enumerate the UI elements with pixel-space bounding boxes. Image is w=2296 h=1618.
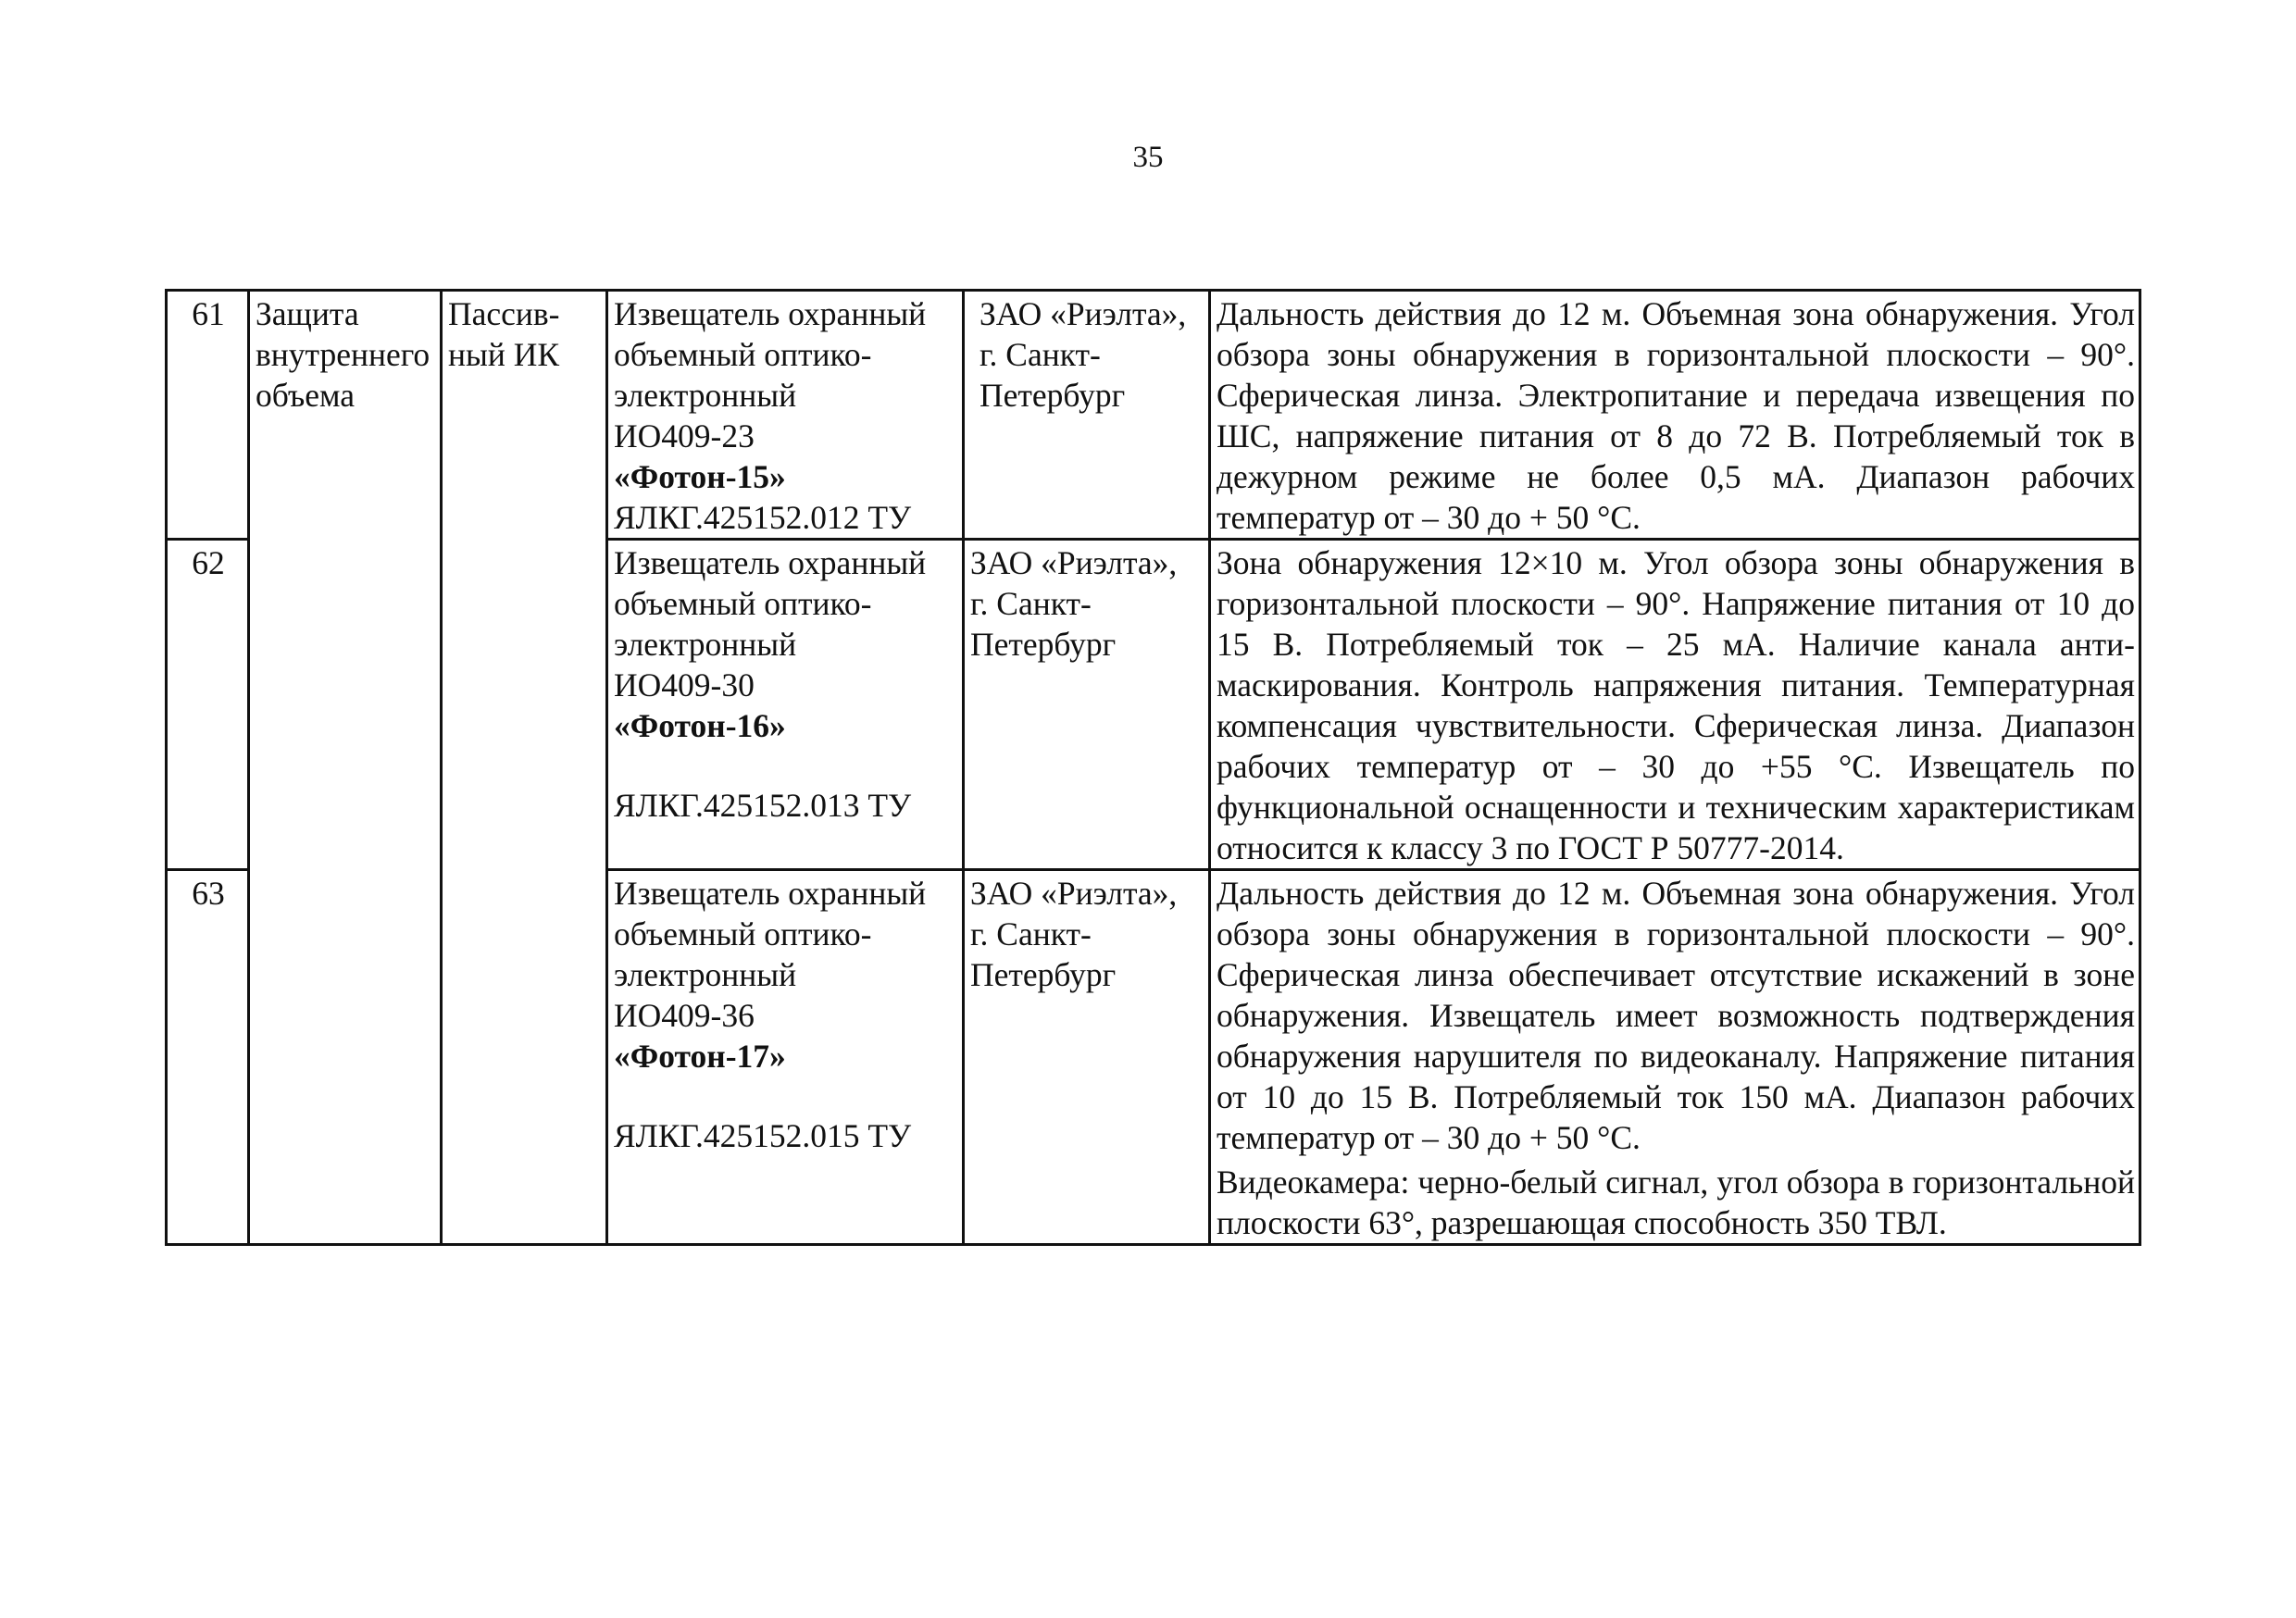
purpose-line: объема <box>256 377 356 414</box>
principle-line: Пассив- <box>448 295 560 332</box>
row-number: 61 <box>167 291 249 540</box>
device-name-line: электронный <box>614 377 797 414</box>
device-name-cell <box>607 540 964 870</box>
row-number: 62 <box>167 540 249 870</box>
device-name-line: ИО409-30 <box>614 666 755 703</box>
purpose-line: Защита <box>256 295 359 332</box>
device-name-line: ИО409-23 <box>614 417 755 454</box>
manufacturer-line: ЗАО «Риэлта», <box>980 295 1187 332</box>
manufacturer-cell <box>964 291 1210 540</box>
device-name-line: Извещатель охранный <box>614 295 927 332</box>
device-model: «Фотон-16» <box>614 707 786 744</box>
manufacturer-line: ЗАО «Риэлта», <box>970 875 1178 912</box>
manufacturer-line: г. Санкт- <box>980 336 1101 373</box>
camera-note: Видеокамера: черно-белый сигнал, угол обзора в горизонтальной плоскости 63°, разрешающая способность 350 ТВЛ. <box>1217 1164 2135 1241</box>
device-name-line: ИО409-36 <box>614 997 755 1034</box>
manufacturer-line: Петербург <box>970 956 1117 993</box>
description-cell <box>1210 870 2140 1245</box>
device-tu: ЯЛКГ.425152.015 ТУ <box>614 1117 912 1154</box>
description-text: Дальность действия до 12 м. Объемная зона обнаружения. Угол обзора зоны обнаружения в горизонтальной плоскости – 90°. Сферическая линза обеспечивает отсутствие искажений в зоне обнаружения. Извещатель имеет возможность подтверждения обнаружения нарушителя по видеоканалу. Напряжение питания от 10 до 15 В. Потребляемый ток 150 мА. Диапазон рабочих температур от – 30 до + 50 °С. <box>1217 875 2135 1156</box>
manufacturer-line: Петербург <box>970 626 1117 663</box>
device-name-cell <box>607 870 964 1245</box>
device-name-line: объемный оптико- <box>614 585 872 622</box>
manufacturer-line: г. Санкт- <box>970 915 1092 952</box>
device-name-line: объемный оптико- <box>614 915 872 952</box>
manufacturer-line: Петербург <box>980 377 1126 414</box>
device-name-line: объемный оптико- <box>614 336 872 373</box>
table-row <box>167 291 2140 540</box>
equipment-table <box>165 289 2141 1246</box>
manufacturer-cell <box>964 870 1210 1245</box>
device-model: «Фотон-17» <box>614 1038 786 1075</box>
row-number: 63 <box>167 870 249 1245</box>
manufacturer-line: ЗАО «Риэлта», <box>970 544 1178 581</box>
manufacturer-cell <box>964 540 1210 870</box>
device-name-line: Извещатель охранный <box>614 544 927 581</box>
device-name-line: электронный <box>614 626 797 663</box>
purpose-line: внутреннего <box>256 336 430 373</box>
principle-line: ный ИК <box>448 336 560 373</box>
device-name-cell <box>607 291 964 540</box>
purpose-cell <box>249 291 442 1245</box>
manufacturer-line: г. Санкт- <box>970 585 1092 622</box>
description-cell: Дальность действия до 12 м. Объемная зона обнаружения. Угол обзора зоны обнаружения в горизонтальной плоскости – 90°. Сферическая линза. Электропитание и передача извещения по ШС, напряжение питания от 8 до 72 В. Потребляемый ток в дежурном режиме не более 0,5 мА. Диапазон рабочих температур от – 30 до + 50 °С. <box>1210 291 2140 540</box>
device-tu: ЯЛКГ.425152.012 ТУ <box>614 499 912 536</box>
principle-cell <box>442 291 607 1245</box>
device-model: «Фотон-15» <box>614 458 786 495</box>
device-tu: ЯЛКГ.425152.013 ТУ <box>614 787 912 824</box>
device-name-line: Извещатель охранный <box>614 875 927 912</box>
description-cell: Зона обнаружения 12×10 м. Угол обзора зоны обнаружения в горизонтальной плоскости – 90°. Напряжение питания от 10 до 15 В. Потребляемый ток – 25 мА. Наличие канала антимаскирования. Контроль напряжения питания. Температурная компенсация чувствительности. Сферическая линза. Диапазон рабочих температур от – 30 до +55 °С. Извещатель по функциональной оснащенности и техническим характеристикам относится к классу 3 по ГОСТ Р 50777-2014. <box>1210 540 2140 870</box>
device-name-line: электронный <box>614 956 797 993</box>
page-number: 35 <box>1132 141 1164 174</box>
